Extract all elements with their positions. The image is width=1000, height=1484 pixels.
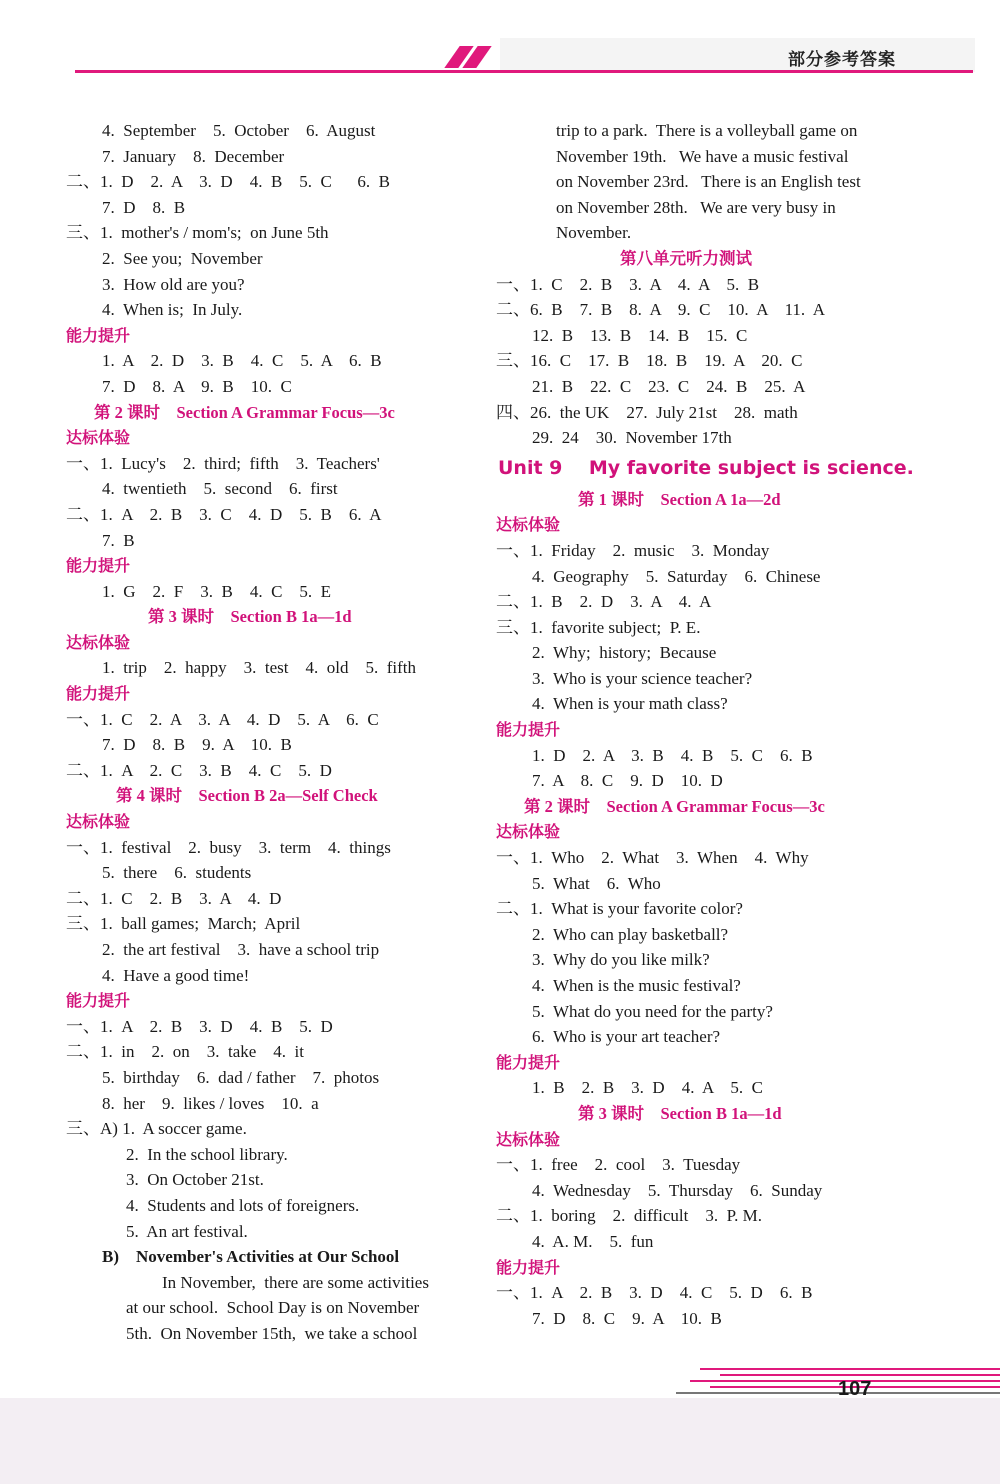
right-column-line: 第 1 课时 Section A 1a—2d — [578, 489, 781, 509]
left-column-line: 3. On October 21st. — [126, 1170, 264, 1190]
left-column-line: In November, there are some activities — [162, 1272, 429, 1292]
right-column-line: on November 28th. We are very busy in — [556, 197, 836, 217]
right-column-line: 达标体验 — [496, 822, 561, 842]
right-column-line: 二、1. boring 2. difficult 3. P. M. — [496, 1206, 763, 1226]
left-column-line: 二、1. in 2. on 3. take 4. it — [66, 1042, 304, 1062]
left-column-line: 二、1. C 2. B 3. A 4. D — [66, 888, 282, 908]
right-column-line: 达标体验 — [496, 1129, 561, 1149]
right-column-line: 二、1. B 2. D 3. A 4. A — [496, 592, 712, 612]
left-column-line: 2. In the school library. — [126, 1144, 288, 1164]
right-column — [496, 118, 914, 1331]
left-column-line: 5. there 6. students — [102, 863, 252, 883]
right-column-line: 一、1. A 2. B 3. D 4. C 5. D 6. B — [496, 1283, 813, 1303]
left-column-line: B) November's Activities at Our School — [102, 1247, 400, 1267]
left-column-line: 1. trip 2. happy 3. test 4. old 5. fifth — [102, 658, 417, 678]
left-column-line: 三、1. mother's / mom's; on June 5th — [66, 223, 329, 243]
left-column-line: 达标体验 — [66, 428, 131, 448]
right-column-line: 达标体验 — [496, 515, 561, 535]
right-column-line: on November 23rd. There is an English test — [556, 172, 861, 192]
right-column-line: 一、1. Who 2. What 3. When 4. Why — [496, 848, 809, 868]
left-column-line: 二、1. D 2. A 3. D 4. B 5. C 6. B — [66, 172, 390, 192]
left-column-line: 达标体验 — [66, 812, 131, 832]
left-column-line: 7. D 8. B — [102, 197, 186, 217]
right-column-line: 5. What do you need for the party? — [532, 1001, 773, 1021]
right-column-line: November 19th. We have a music festival — [556, 146, 849, 166]
right-column-line: Unit 9 My favorite subject is science. — [498, 456, 914, 479]
left-column-line: 一、1. festival 2. busy 3. term 4. things — [66, 837, 391, 857]
right-column-line: 能力提升 — [496, 1052, 561, 1072]
left-column-line: 一、1. A 2. B 3. D 4. B 5. D — [66, 1016, 333, 1036]
right-column-line: 7. D 8. C 9. A 10. B — [532, 1308, 722, 1328]
left-column-line: 三、A) 1. A soccer game. — [66, 1119, 247, 1139]
right-column-line: 6. Who is your art teacher? — [532, 1027, 721, 1047]
left-column-line: 1. G 2. F 3. B 4. C 5. E — [102, 581, 332, 601]
right-column-line: 21. B 22. C 23. C 24. B 25. A — [532, 376, 806, 396]
left-column-line: 4. Have a good time! — [102, 965, 250, 985]
header-rule — [75, 70, 973, 73]
left-column-line: 5th. On November 15th, we take a school — [126, 1323, 418, 1343]
header-title: 部分参考答案 — [788, 50, 896, 70]
left-column-line: 1. A 2. D 3. B 4. C 5. A 6. B — [102, 351, 382, 371]
right-column-line: 7. A 8. C 9. D 10. D — [532, 771, 723, 791]
right-column-line: 2. Why; history; Because — [532, 643, 717, 663]
right-column-line: 一、1. C 2. B 3. A 4. A 5. B — [496, 274, 760, 294]
right-column-line: 四、26. the UK 27. July 21st 28. math — [496, 402, 798, 422]
right-column-line: 4. Wednesday 5. Thursday 6. Sunday — [532, 1180, 823, 1200]
left-column-line: 第 4 课时 Section B 2a—Self Check — [116, 786, 378, 806]
left-column-line: 一、1. Lucy's 2. third; fifth 3. Teachers' — [66, 453, 380, 473]
right-column-line: 第 3 课时 Section B 1a—1d — [578, 1103, 782, 1123]
left-column-line: 2. See you; November — [102, 248, 263, 268]
page-number: 107 — [838, 1378, 872, 1400]
right-column-line: 一、1. free 2. cool 3. Tuesday — [496, 1155, 741, 1175]
left-column-line: 达标体验 — [66, 632, 131, 652]
left-column-line: 5. An art festival. — [126, 1221, 248, 1241]
right-column-line: 1. D 2. A 3. B 4. B 5. C 6. B — [532, 745, 813, 765]
right-column-line: 第 2 课时 Section A Grammar Focus—3c — [524, 796, 825, 816]
left-column-line: 8. her 9. likes / loves 10. a — [102, 1093, 319, 1113]
left-column-line: 7. January 8. December — [102, 146, 285, 166]
left-column — [66, 118, 476, 1347]
right-column-line: 2. Who can play basketball? — [532, 924, 729, 944]
left-column-line: 二、1. A 2. B 3. C 4. D 5. B 6. A — [66, 504, 382, 524]
header-tint — [500, 38, 975, 72]
left-column-line: 能力提升 — [66, 556, 131, 576]
right-column-line: 二、1. What is your favorite color? — [496, 899, 743, 919]
left-column-line: 5. birthday 6. dad / father 7. photos — [102, 1067, 380, 1087]
page-header — [0, 0, 1000, 86]
right-column-line: trip to a park. There is a volleyball game on — [556, 121, 858, 140]
left-column-line: 二、1. A 2. C 3. B 4. C 5. D — [66, 760, 332, 780]
right-column-line: 4. A. M. 5. fun — [532, 1231, 654, 1251]
left-column-line: 能力提升 — [66, 325, 131, 345]
left-column-line: 一、1. C 2. A 3. A 4. D 5. A 6. C — [66, 709, 379, 729]
left-column-line: 第 2 课时 Section A Grammar Focus—3c — [94, 402, 395, 422]
right-column-line: 4. Geography 5. Saturday 6. Chinese — [532, 566, 821, 586]
right-column-line: 三、16. C 17. B 18. B 19. A 20. C — [496, 351, 803, 371]
left-column-line: 7. B — [102, 530, 135, 550]
left-column-line: 7. D 8. B 9. A 10. B — [102, 735, 292, 755]
right-column-line: 1. B 2. B 3. D 4. A 5. C — [532, 1078, 763, 1098]
right-column-line: 二、6. B 7. B 8. A 9. C 10. A 11. A — [496, 300, 826, 320]
left-column-line: 2. the art festival 3. have a school trip — [102, 940, 380, 959]
right-column-line: 三、1. favorite subject; P. E. — [496, 617, 701, 637]
right-column-line: 能力提升 — [496, 720, 561, 740]
left-column-line: 4. twentieth 5. second 6. first — [102, 479, 338, 499]
left-column-line: 4. When is; In July. — [102, 300, 243, 320]
right-column-line: 12. B 13. B 14. B 15. C — [532, 325, 748, 345]
left-column-line: 3. How old are you? — [102, 274, 245, 294]
right-column-line: 29. 24 30. November 17th — [532, 428, 732, 448]
left-column-line: 三、1. ball games; March; April — [66, 914, 301, 934]
right-column-line: 4. When is the music festival? — [532, 976, 741, 995]
right-column-line: 能力提升 — [496, 1257, 561, 1277]
right-column-line: 第八单元听力测试 — [620, 248, 752, 268]
left-column-line: at our school. School Day is on November — [126, 1298, 420, 1318]
right-column-line: 3. Why do you like milk? — [532, 950, 710, 970]
right-column-line: 3. Who is your science teacher? — [532, 668, 753, 688]
left-column-line: 7. D 8. A 9. B 10. C — [102, 376, 292, 396]
right-column-line: November. — [556, 223, 632, 243]
left-column-line: 4. Students and lots of foreigners. — [126, 1195, 360, 1215]
left-column-line: 能力提升 — [66, 684, 131, 704]
right-column-line: 一、1. Friday 2. music 3. Monday — [496, 540, 770, 560]
left-column-line: 4. September 5. October 6. August — [102, 121, 376, 140]
left-column-line: 能力提升 — [66, 991, 131, 1011]
left-column-line: 第 3 课时 Section B 1a—1d — [148, 607, 352, 627]
right-column-line: 5. What 6. Who — [532, 873, 661, 893]
right-column-line: 4. When is your math class? — [532, 694, 728, 714]
footer-band — [0, 1398, 1000, 1484]
